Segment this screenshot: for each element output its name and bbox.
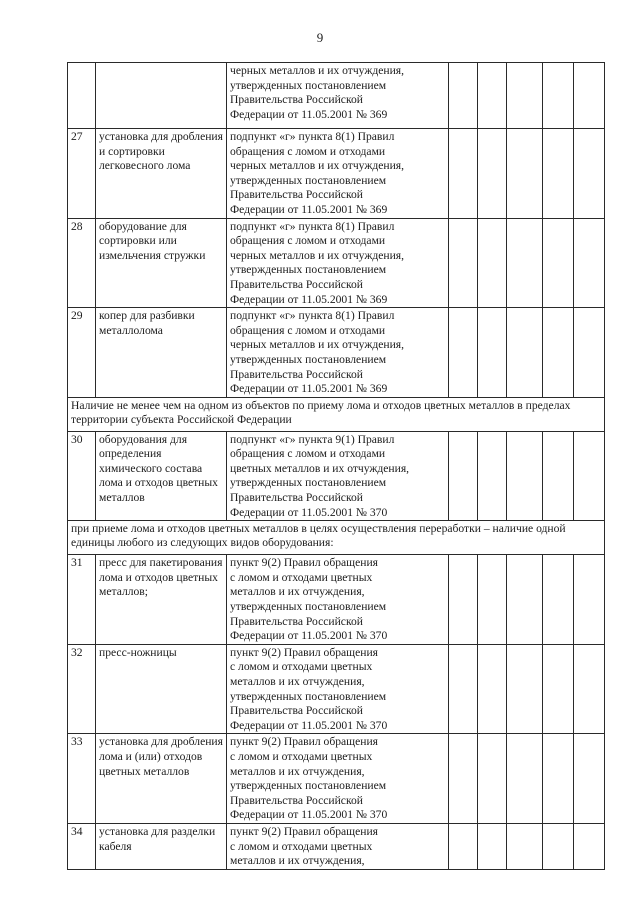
empty-cell [574,823,605,869]
equipment-name: пресс-ножницы [96,644,227,734]
empty-cell [543,555,574,645]
row-number: 30 [68,431,96,521]
table-row [68,555,605,645]
empty-cell [543,218,574,308]
table-row [68,823,605,869]
empty-cell [543,823,574,869]
legal-basis: подпункт «г» пункта 8(1) Правил обращения с ломом и отходами черных металлов и их отчуждения, утвержденных постановлением Правительства Российской Федерации от 11.05.2001 № 369 [227,129,449,219]
empty-cell [574,734,605,824]
table-row [68,431,605,521]
empty-cell [478,431,507,521]
empty-cell [449,218,478,308]
legal-basis: подпункт «г» пункта 8(1) Правил обращения с ломом и отходами черных металлов и их отчуждения, утвержденных постановлением Правительства Российской Федерации от 11.05.2001 № 369 [227,218,449,308]
equipment-name: копер для разбивки металлолома [96,308,227,398]
row-number: 28 [68,218,96,308]
legal-basis: подпункт «г» пункта 9(1) Правил обращения с ломом и отходами цветных металлов и их отчуждения, утвержденных постановлением Правительства Российской Федерации от 11.05.2001 № 370 [227,431,449,521]
table-row [68,644,605,734]
equipment-name: оборудование для сортировки или измельчения стружки [96,218,227,308]
empty-cell [574,129,605,219]
table-row [68,734,605,824]
empty-cell [507,734,543,824]
empty-cell [507,555,543,645]
empty-cell [478,644,507,734]
row-number: 31 [68,555,96,645]
empty-cell [574,431,605,521]
row-number: 33 [68,734,96,824]
empty-cell [507,823,543,869]
empty-cell [449,63,478,129]
legal-basis: пункт 9(2) Правил обращения с ломом и отходами цветных металлов и их отчуждения, утвержденных постановлением Правительства Российской Федерации от 11.05.2001 № 370 [227,644,449,734]
page-number: 9 [316,30,324,45]
table-row [68,308,605,398]
equipment-name [96,63,227,129]
empty-cell [543,431,574,521]
section-heading: Наличие не менее чем на одном из объектов по приему лома и отходов цветных металлов в пределах территории субъекта Российской Федерации [68,397,605,431]
empty-cell [478,129,507,219]
table-row [68,218,605,308]
table-row [68,63,605,129]
legal-basis: пункт 9(2) Правил обращения с ломом и отходами цветных металлов и их отчуждения, утвержденных постановлением Правительства Российской Федерации от 11.05.2001 № 370 [227,734,449,824]
empty-cell [543,308,574,398]
legal-basis: черных металлов и их отчуждения, утвержденных постановлением Правительства Российской Федерации от 11.05.2001 № 369 [227,63,449,129]
requirements-table [67,62,605,870]
equipment-name: установка для дробления и сортировки легковесного лома [96,129,227,219]
section-heading: при приеме лома и отходов цветных металлов в целях осуществления переработки – наличие одной единицы любого из следующих видов оборудования: [68,521,605,555]
empty-cell [478,63,507,129]
empty-cell [507,129,543,219]
empty-cell [478,734,507,824]
section-heading-row [68,397,605,431]
empty-cell [478,823,507,869]
row-number: 27 [68,129,96,219]
empty-cell [574,555,605,645]
empty-cell [574,63,605,129]
legal-basis: пункт 9(2) Правил обращения с ломом и отходами цветных металлов и их отчуждения, [227,823,449,869]
empty-cell [543,129,574,219]
row-number: 34 [68,823,96,869]
empty-cell [574,644,605,734]
legal-basis: подпункт «г» пункта 8(1) Правил обращения с ломом и отходами черных металлов и их отчуждения, утвержденных постановлением Правительства Российской Федерации от 11.05.2001 № 369 [227,308,449,398]
empty-cell [449,431,478,521]
empty-cell [449,555,478,645]
equipment-name: пресс для пакетирования лома и отходов цветных металлов; [96,555,227,645]
empty-cell [507,218,543,308]
empty-cell [543,644,574,734]
empty-cell [478,308,507,398]
empty-cell [449,644,478,734]
section-heading-row [68,521,605,555]
empty-cell [507,431,543,521]
empty-cell [449,823,478,869]
empty-cell [507,63,543,129]
empty-cell [543,734,574,824]
row-number: 32 [68,644,96,734]
empty-cell [449,308,478,398]
empty-cell [574,308,605,398]
empty-cell [449,734,478,824]
empty-cell [449,129,478,219]
legal-basis: пункт 9(2) Правил обращения с ломом и отходами цветных металлов и их отчуждения, утвержденных постановлением Правительства Российской Федерации от 11.05.2001 № 370 [227,555,449,645]
equipment-name: установка для разделки кабеля [96,823,227,869]
empty-cell [478,218,507,308]
empty-cell [574,218,605,308]
empty-cell [507,644,543,734]
empty-cell [478,555,507,645]
empty-cell [507,308,543,398]
equipment-name: установка для дробления лома и (или) отходов цветных металлов [96,734,227,824]
table-row [68,129,605,219]
empty-cell [543,63,574,129]
row-number [68,63,96,129]
equipment-name: оборудования для определения химического состава лома и отходов цветных металлов [96,431,227,521]
row-number: 29 [68,308,96,398]
